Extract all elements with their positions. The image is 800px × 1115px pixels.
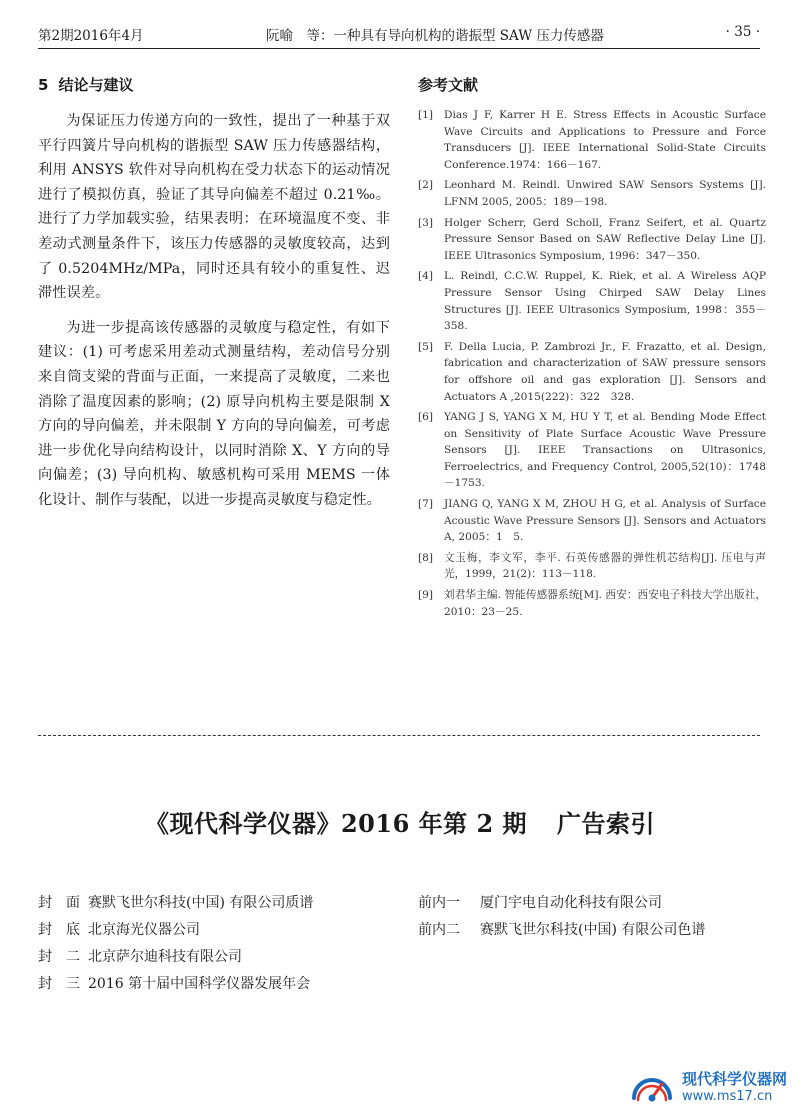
ad-position: 封 二: [38, 949, 80, 965]
ad-position: 前内二: [418, 922, 460, 938]
references-heading: 参考文献: [418, 76, 479, 94]
reference-item: [418, 268, 766, 334]
reference-number: [5]: [418, 340, 434, 353]
conclusion-paragraph-1: 为保证压力传递方向的一致性，提出了一种基于双平行四簧片导向机构的谐振型 SAW 压力传感器结构，利用 ANSYS 软件对导向机构在受力状态下的运动情况进行了模拟仿真，验证了其导向偏差不超过 0.21‰。进行了力学加载实验，结果表明：在环境温度不变、非差动式测量条件下，该压力传感器的灵敏度较高，达到了 0.5204MHz/MPa，同时还具有较小的重复性、迟滞性误差。: [38, 113, 390, 302]
reference-number: [9]: [418, 589, 434, 602]
section-number: 5: [38, 76, 49, 94]
conclusion-paragraph-2: 为进一步提高该传感器的灵敏度与稳定性，有如下建议：(1) 可考虑采用差动式测量结构，差动信号分别来自筒支梁的背面与正面，一来提高了灵敏度，二来也消除了温度因素的影响；(2) 原导向机构主要是限制 X 方向的导向偏差，并未限制 Y 方向的导向偏差，可考虑进一步优化导向结构设计，以同时消除 X、Y 方向的导向偏差；(3) 导向机构、敏感机构可采用 MEMS 一体化设计、制作与装配，以进一步提高灵敏度与稳定性。: [38, 319, 390, 508]
ad-entry: [38, 919, 313, 945]
ad-entry: [38, 946, 313, 972]
watermark-url: www.ms17.cn: [682, 1089, 773, 1104]
reference-list: [418, 107, 766, 620]
ad-index-left-column: [38, 892, 313, 1000]
ad-index-title-journal: 《现代科学仪器》2016 年第 2 期: [144, 809, 528, 839]
running-header: [38, 22, 760, 49]
section-title: 结论与建议: [58, 76, 134, 94]
reference-item: [418, 496, 766, 546]
ad-entry: [418, 892, 705, 918]
ad-advertiser: 2016 第十届中国科学仪器发展年会: [88, 976, 311, 992]
section-heading: [38, 74, 390, 95]
reference-text: 刘君华主编. 智能传感器系统[M]. 西安：西安电子科技大学出版社，2010：23－25.: [444, 589, 766, 618]
page-number: · 35 ·: [725, 24, 760, 40]
reference-text: YANG J S, YANG X M, HU Y T, et al. Bending Mode Effect on Sensitivity of Plate Surface Acoustic Wave Pressure Sensors [J]. IEEE Transactions on Ultrasonics, Ferroelectrics, and Frequency Control, 2005,52(10)：1748－1753.: [444, 411, 766, 490]
ad-index-right-column: [418, 892, 705, 946]
reference-item: [418, 107, 766, 173]
reference-item: [418, 409, 766, 492]
reference-number: [2]: [418, 179, 434, 192]
ad-advertiser: 北京海光仪器公司: [88, 922, 200, 938]
reference-item: [418, 339, 766, 405]
issue-date: 第2期2016年4月: [38, 28, 144, 44]
ad-entry: [38, 973, 313, 999]
reference-number: [8]: [418, 551, 434, 564]
reference-number: [1]: [418, 109, 434, 121]
ad-advertiser: 厦门宇电自动化科技有限公司: [480, 895, 662, 911]
conclusion-section: [38, 74, 390, 513]
reference-item: [418, 587, 766, 620]
reference-number: [4]: [418, 270, 434, 283]
watermark-site-name: 现代科学仪器网: [682, 1070, 788, 1088]
gauge-logo-icon: [628, 1064, 676, 1110]
reference-text: Leonhard M. Reindl. Unwired SAW Sensors Systems [J]. LFNM 2005, 2005：189－198.: [444, 179, 766, 208]
ad-advertiser: 赛默飞世尔科技(中国) 有限公司色谱: [480, 922, 706, 938]
ad-index-title: [0, 804, 800, 839]
ad-advertiser: 赛默飞世尔科技(中国) 有限公司质谱: [88, 895, 314, 911]
ad-position: 封 三: [38, 976, 80, 992]
references-section: [418, 74, 766, 624]
ad-position: 封 底: [38, 922, 80, 938]
reference-text: Dias J F, Karrer H E. Stress Effects in Acoustic Surface Wave Circuits and Applications to Pressure and Force Transducers [J]. IEEE International Solid-State Circuits Conference.1974：166－167.: [444, 109, 766, 171]
reference-text: JIANG Q, YANG X M, ZHOU H G, et al. Analysis of Surface Acoustic Wave Pressure Sensors [J]. Sensors and Actuators A, 2005：1 5.: [444, 498, 766, 544]
reference-number: [3]: [418, 216, 434, 229]
reference-item: [418, 177, 766, 210]
reference-text: L. Reindl, C.C.W. Ruppel, K. Riek, et al. A Wireless AQP Pressure Sensor Using Chirped SAW Delay Lines Structures [J]. IEEE Ultrasonics Symposium, 1998：355－358.: [444, 270, 766, 333]
ad-advertiser: 北京萨尔迪科技有限公司: [88, 949, 242, 965]
ad-position: 封 面: [38, 895, 80, 911]
ad-position: 前内一: [418, 895, 460, 911]
ad-entry: [418, 919, 705, 945]
ad-entry: [38, 892, 313, 918]
reference-text: 文玉梅，李文军，李平. 石英传感器的弹性机芯结构[J]. 压电与声光，1999，21(2)：113－118.: [444, 551, 766, 581]
reference-item: [418, 550, 766, 583]
ad-index-title-label: 广告索引: [557, 809, 656, 839]
reference-number: [6]: [418, 411, 434, 424]
reference-text: Holger Scherr, Gerd Scholl, Franz Seifert, et al. Quartz Pressure Sensor Based on SAW Reflective Delay Line [J]. IEEE Ultrasonics Symposium, 1996：347－350.: [444, 216, 766, 262]
dashed-divider: [38, 735, 760, 736]
reference-item: [418, 215, 766, 265]
site-watermark: [628, 1064, 800, 1112]
reference-number: [7]: [418, 498, 434, 511]
reference-text: F. Della Lucia, P. Zambrozi Jr., F. Frazatto, et al. Design, fabrication and characterization of SAW pressure sensors for offshore oil and gas exploration [J]. Sensors and Actuators A ,2015(222)：322 328.: [444, 340, 766, 403]
running-title: 阮喻 等：一种具有导向机构的谐振型 SAW 压力传感器: [266, 28, 604, 44]
